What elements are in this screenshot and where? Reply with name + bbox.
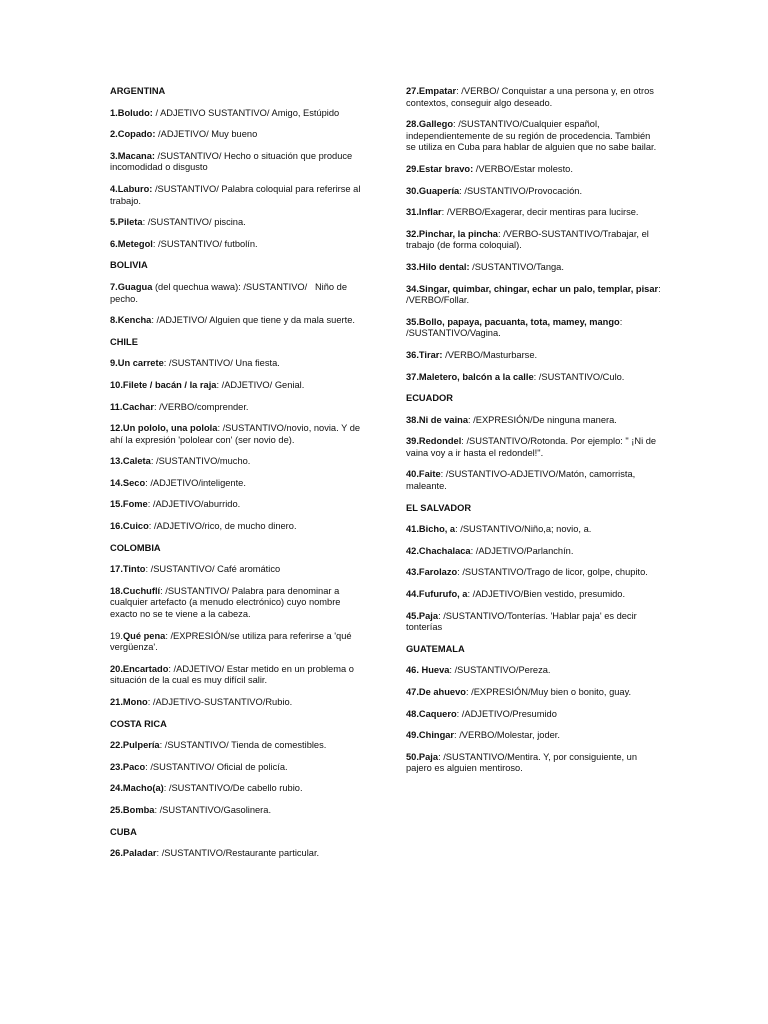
glossary-entry [110, 315, 362, 327]
glossary-entry [110, 664, 362, 687]
entry-definition: : /VERBO/Follar. [406, 283, 661, 306]
entry-definition: : /ADJETIVO/Parlanchín. [470, 545, 574, 556]
entry-definition: : /SUSTANTIVO-ADJETIVO/Matón, camorrista, maleante. [406, 469, 636, 492]
glossary-entry [110, 217, 362, 229]
entry-definition: : /SUSTANTIVO/ futbolín. [152, 238, 258, 249]
entry-definition: : /SUSTANTIVO/Mentira. Y, por consiguiente, un pajero es alguien mentiroso. [406, 751, 638, 774]
entry-term: 35.Bollo, papaya, pacuanta, tota, mamey, mango [406, 316, 620, 327]
entry-definition: : /SUSTANTIVO/Provocación. [459, 185, 583, 196]
glossary-entry [110, 762, 362, 774]
entry-number: 19. [110, 630, 123, 641]
entry-term: 38.Ni de vaina [406, 414, 469, 425]
entry-definition: /SUSTANTIVO/Tanga. [469, 261, 564, 272]
country-heading: BOLIVIA [110, 260, 148, 271]
entry-term: 37.Maletero, balcón a la calle [406, 371, 534, 382]
glossary-entry [110, 740, 362, 752]
glossary-entry [110, 848, 362, 860]
glossary-entry [406, 186, 662, 198]
entry-definition: : /VERBO/Exagerar, decir mentiras para lucirse. [441, 207, 639, 218]
entry-definition: : /EXPRESIÓN/se utiliza para referirse a 'qué vergüenza'. [110, 630, 352, 653]
glossary-entry [110, 478, 362, 490]
entry-definition: /ADJETIVO/ Muy bueno [155, 129, 258, 140]
glossary-entry [406, 164, 662, 176]
glossary-entry [406, 372, 662, 384]
entry-term: 14.Seco [110, 477, 146, 488]
glossary-entry [110, 129, 362, 141]
entry-term: 11.Cachar [110, 401, 154, 412]
entry-definition: /SUSTANTIVO/ Hecho o situación que produce incomodidad o disgusto [110, 150, 353, 173]
glossary-entry [110, 108, 362, 120]
entry-term: 48.Caquero [406, 708, 457, 719]
glossary-entry [406, 207, 662, 219]
glossary-entry [406, 415, 662, 427]
country-heading: GUATEMALA [406, 643, 465, 654]
entry-definition: : /ADJETIVO-SUSTANTIVO/Rubio. [147, 697, 293, 707]
entry-term: 12.Un pololo, una polola [110, 423, 218, 434]
entry-term: 43.Farolazo [406, 567, 458, 578]
entry-term: 9.Un carrete [110, 358, 164, 369]
entry-definition: : /ADJETIVO/ Alguien que tiene y da mala suerte. [151, 315, 355, 326]
entry-definition: /VERBO/Estar molesto. [473, 163, 573, 174]
glossary-entry [406, 709, 662, 721]
entry-term: 44.Fufurufo, a [406, 589, 468, 600]
entry-definition: : /ADJETIVO/rico, de mucho dinero. [148, 521, 297, 532]
glossary-entry [406, 86, 662, 109]
entry-definition: : /SUSTANTIVO/Vagina. [406, 316, 623, 339]
glossary-entry [110, 783, 362, 795]
entry-term: 5.Pileta [110, 217, 143, 228]
right-column [406, 86, 662, 785]
country-heading: COSTA RICA [110, 718, 167, 729]
glossary-entry [110, 402, 362, 414]
entry-term: 10.Filete / bacán / la raja [110, 379, 217, 390]
entry-term: 32.Pinchar, la pincha [406, 228, 498, 239]
entry-definition: /VERBO/Masturbarse. [442, 349, 538, 360]
entry-definition: : /SUSTANTIVO/novio, novia. Y de ahí la expresión 'pololear con' (ser novio de). [110, 423, 361, 445]
entry-term: 2.Copado: [110, 129, 156, 140]
entry-definition: : /ADJETIVO/ Genial. [216, 379, 305, 390]
country-heading: ECUADOR [406, 393, 454, 404]
entry-term: 24.Macho(a) [110, 783, 164, 794]
entry-term: 4.Laburo: [110, 183, 153, 194]
glossary-entry [110, 586, 362, 621]
glossary-entry [406, 317, 662, 340]
entry-definition: : /SUSTANTIVO/Niño,a; novio, a. [455, 524, 592, 535]
entry-definition: : /SUSTANTIVO/Culo. [533, 371, 625, 382]
country-heading: ARGENTINA [110, 86, 166, 96]
glossary-entry [406, 524, 662, 536]
entry-definition: : /EXPRESIÓN/Muy bien o bonito, guay. [465, 687, 632, 697]
entry-term: 20.Encartado [110, 663, 169, 674]
entry-definition: : /VERBO/Molestar, joder. [454, 730, 560, 741]
entry-definition: : /ADJETIVO/aburrido. [147, 499, 241, 510]
entry-definition: : /ADJETIVO/inteligente. [145, 477, 246, 488]
entry-term: 33.Hilo dental: [406, 261, 470, 272]
glossary-entry [110, 564, 362, 576]
entry-term: 46. Hueva [406, 665, 450, 676]
country-heading: EL SALVADOR [406, 502, 472, 513]
glossary-entry [110, 380, 362, 392]
entry-definition: : /SUSTANTIVO/De cabello rubio. [163, 783, 303, 794]
glossary-entry [110, 358, 362, 370]
entry-definition: : /SUSTANTIVO/ Palabra para denominar a cualquier artefacto (a menudo electrónico) cuyo nombre exacto no se te viene a la cabeza. [110, 585, 341, 620]
glossary-entry [406, 687, 662, 699]
entry-term: 41.Bicho, a [406, 524, 456, 535]
glossary-entry [110, 184, 362, 207]
glossary-entry [110, 239, 362, 251]
entry-term: 30.Guapería [406, 185, 460, 196]
entry-term: 23.Paco [110, 761, 146, 772]
entry-term: 1.Boludo: [110, 107, 153, 118]
entry-definition: : /SUSTANTIVO/Cualquier español, independientemente de su región de procedencia. También se utiliza en Cuba para hablar de alguien que no sabe bailar. [406, 119, 657, 153]
entry-definition: : /VERBO/comprender. [153, 401, 249, 412]
country-heading: CUBA [110, 826, 137, 837]
glossary-entry [406, 350, 662, 362]
glossary-entry [406, 284, 662, 307]
glossary-entry [110, 521, 362, 533]
entry-definition: : /VERBO-SUSTANTIVO/Trabajar, el trabajo (de forma coloquial). [406, 228, 649, 251]
entry-definition: / ADJETIVO SUSTANTIVO/ Amigo, Estúpido [152, 107, 340, 118]
entry-term: 25.Bomba [110, 804, 155, 815]
glossary-entry [406, 752, 662, 775]
entry-term: 15.Fome [110, 499, 148, 510]
entry-definition: : /SUSTANTIVO/Rotonda. Por ejemplo: " ¡Ni de vaina voy a ir hasta el redondel!". [406, 436, 657, 458]
entry-term: 17.Tinto [110, 564, 146, 575]
glossary-entry [110, 423, 362, 446]
glossary-entry [110, 499, 362, 511]
entry-term: 49.Chingar [406, 730, 455, 741]
glossary-entry [406, 436, 662, 459]
glossary-entry [406, 611, 662, 634]
glossary-entry [406, 567, 662, 579]
entry-definition: : /SUSTANTIVO/Gasolinera. [154, 804, 272, 815]
entry-term: 8.Kencha [110, 315, 152, 326]
glossary-entry [406, 262, 662, 274]
glossary-entry [110, 805, 362, 817]
glossary-entry [406, 229, 662, 252]
glossary-entry [110, 282, 362, 305]
entry-term: Qué pena [122, 630, 166, 641]
glossary-entry [406, 589, 662, 601]
entry-definition: /SUSTANTIVO/ Palabra coloquial para referirse al trabajo. [110, 183, 361, 206]
glossary-entry [406, 730, 662, 742]
entry-term: 18.Cuchuflí [110, 585, 161, 596]
entry-term: 45.Paja [406, 610, 439, 621]
entry-term: 42.Chachalaca [406, 545, 471, 556]
entry-term: 22.Pulpería [110, 740, 160, 751]
glossary-entry [110, 151, 362, 174]
entry-term: 16.Cuico [110, 521, 149, 532]
entry-term: 26.Paladar [110, 848, 157, 859]
country-heading: CHILE [110, 336, 138, 347]
entry-definition: : /ADJETIVO/Presumido [456, 708, 557, 719]
entry-definition: : /SUSTANTIVO/Tonterías. 'Hablar paja' es decir tonterías [406, 610, 637, 633]
left-column [110, 86, 362, 870]
entry-definition: : /SUSTANTIVO/Pereza. [449, 665, 551, 676]
entry-term: 21.Mono [110, 697, 148, 707]
entry-definition: : /ADJETIVO/Bien vestido, presumido. [467, 589, 626, 600]
entry-definition: : /SUSTANTIVO/Trago de licor, golpe, chupito. [457, 567, 648, 578]
entry-term: 7.Guagua [110, 281, 153, 292]
entry-term: 47.De ahuevo [406, 687, 466, 697]
country-heading: COLOMBIA [110, 542, 161, 553]
glossary-entry [406, 665, 662, 677]
entry-term: 29.Estar bravo: [406, 163, 474, 174]
entry-definition: : /VERBO/ Conquistar a una persona y, en otros contextos, conseguir algo deseado. [406, 86, 654, 108]
glossary-entry [110, 631, 362, 654]
entry-definition: : /ADJETIVO/ Estar metido en un problema o situación de la cual es muy difícil salir. [110, 663, 354, 686]
entry-definition: : /SUSTANTIVO/mucho. [150, 456, 251, 467]
glossary-entry [406, 469, 662, 492]
entry-term: 36.Tirar: [406, 349, 443, 360]
entry-term: 31.Inflar [406, 207, 442, 218]
entry-term: 50.Paja [406, 751, 439, 762]
entry-definition: : /SUSTANTIVO/ piscina. [142, 217, 246, 228]
glossary-entry [406, 546, 662, 558]
entry-definition: : /SUSTANTIVO/ Una fiesta. [163, 358, 280, 369]
entry-term: 39.Redondel [406, 436, 462, 447]
entry-term: 40.Faite [406, 469, 441, 480]
entry-definition: (del quechua wawa): /SUSTANTIVO/ Niño de pecho. [110, 281, 348, 304]
entry-term: 6.Metegol [110, 238, 153, 249]
entry-definition: : /SUSTANTIVO/Restaurante particular. [156, 848, 320, 859]
entry-definition: : /SUSTANTIVO/ Café aromático [145, 564, 281, 575]
entry-definition: : /SUSTANTIVO/ Oficial de policía. [145, 761, 288, 772]
glossary-entry [110, 456, 362, 468]
entry-term: 27.Empatar [406, 86, 457, 96]
entry-term: 13.Caleta [110, 456, 151, 467]
entry-term: 3.Macana: [110, 150, 155, 161]
entry-term: 34.Singar, quimbar, chingar, echar un palo, templar, pisar [406, 283, 659, 294]
glossary-entry [406, 119, 662, 154]
entry-definition: : /SUSTANTIVO/ Tienda de comestibles. [159, 740, 327, 751]
glossary-entry [110, 697, 362, 709]
entry-term: 28.Gallego [406, 119, 454, 130]
entry-definition: : /EXPRESIÓN/De ninguna manera. [468, 414, 617, 425]
